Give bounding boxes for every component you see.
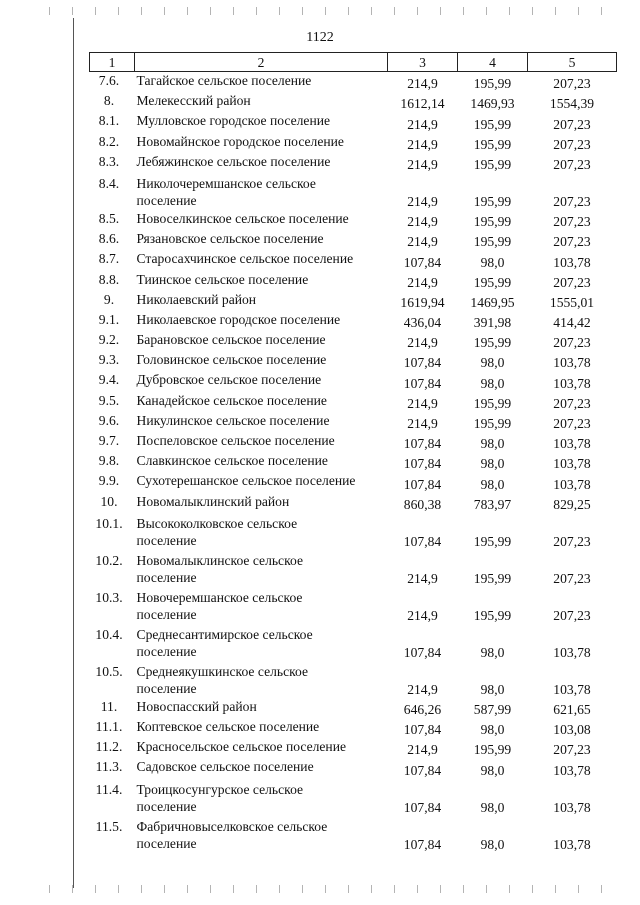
settlement-name-line: поселение <box>136 606 197 622</box>
row-number: 10.5. <box>95 663 123 679</box>
row-number: 8.4. <box>98 175 120 191</box>
value-cell-c4: 98,0 <box>480 436 505 452</box>
table-row <box>90 371 617 391</box>
value-cell-c3: 214,9 <box>407 274 438 290</box>
value-cell-c3: 436,04 <box>403 315 442 331</box>
value-cell-c5: 103,78 <box>553 799 591 815</box>
value-cell-c5: 207,23 <box>553 395 591 411</box>
value-cell-c4: 98,0 <box>480 644 505 660</box>
value-cell-c5: 103,08 <box>553 722 591 738</box>
row-number: 8.1. <box>98 113 120 129</box>
value-cell-c3: 214,9 <box>407 234 438 250</box>
value-cell-c4: 98,0 <box>480 799 505 815</box>
value-cell-c3: 646,26 <box>403 701 442 717</box>
table-body <box>90 72 617 853</box>
value-cell-c5: 207,23 <box>553 570 591 586</box>
value-cell-c4: 195,99 <box>473 156 512 172</box>
value-cell-c4: 98,0 <box>480 681 505 697</box>
settlement-name-line: поселение <box>136 835 197 851</box>
value-cell-c5: 103,78 <box>553 254 591 270</box>
settlement-name: Тагайское сельское поселение <box>136 73 312 88</box>
table-row <box>90 210 617 230</box>
value-cell-c5: 103,78 <box>553 375 591 391</box>
table-row <box>90 698 617 718</box>
row-number: 9.8. <box>98 453 120 469</box>
scan-artifact-bottom <box>40 885 620 893</box>
value-cell-c3: 107,84 <box>403 836 442 852</box>
value-cell-c5: 621,65 <box>553 701 591 717</box>
value-cell-c5: 103,78 <box>553 456 591 472</box>
value-cell-c4: 391,98 <box>473 315 512 331</box>
settlement-name-line: Среднесантимирское сельское <box>136 626 313 642</box>
table-row <box>90 779 617 816</box>
value-cell-c3: 214,9 <box>407 76 438 92</box>
value-cell-c5: 207,23 <box>553 214 591 230</box>
value-cell-c5: 207,23 <box>553 335 591 351</box>
settlement-name <box>135 661 388 698</box>
settlement-name: Новомалыклинский район <box>136 493 290 509</box>
value-cell-c5: 829,25 <box>553 496 591 512</box>
row-number: 10.3. <box>95 589 123 605</box>
row-number: 9. <box>103 291 115 307</box>
value-cell-c4: 195,99 <box>473 136 512 152</box>
row-number: 11.3. <box>95 759 123 775</box>
column-header: 2 <box>135 53 388 72</box>
column-header: 1 <box>90 53 135 72</box>
column-header: 3 <box>388 53 458 72</box>
value-cell-c3: 214,9 <box>407 193 438 209</box>
settlement-name: Коптевское сельское поселение <box>136 718 320 734</box>
value-cell-c4: 783,97 <box>473 496 512 512</box>
value-cell-c5: 1555,01 <box>549 294 595 310</box>
table-row <box>90 112 617 132</box>
column-header: 4 <box>458 53 528 72</box>
value-cell-c5: 103,78 <box>553 436 591 452</box>
settlement-name: Николаевское городское поселение <box>136 311 341 327</box>
value-cell-c4: 98,0 <box>480 722 505 738</box>
value-cell-c5: 207,23 <box>553 607 591 623</box>
table-row <box>90 92 617 112</box>
column-header: 5 <box>528 53 617 72</box>
settlement-name: Дубровское сельское поселение <box>136 372 322 388</box>
table-row <box>90 738 617 758</box>
settlement-name-line: поселение <box>136 798 197 814</box>
row-number: 7.6. <box>98 73 120 88</box>
row-number: 9.3. <box>98 352 120 368</box>
value-cell-c3: 214,9 <box>407 136 438 152</box>
settlement-name: Канадейское сельское поселение <box>136 392 327 408</box>
page-number: 1122 <box>306 30 334 45</box>
settlement-name: Тиинское сельское поселение <box>136 271 309 287</box>
value-cell-c4: 1469,93 <box>470 96 515 112</box>
settlement-name-line: поселение <box>136 643 197 659</box>
row-number: 9.1. <box>98 311 120 327</box>
value-cell-c4: 195,99 <box>473 570 512 586</box>
table-row <box>90 758 617 778</box>
value-cell-c5: 414,42 <box>553 315 591 331</box>
table-row <box>90 624 617 661</box>
settlement-name: Барановское сельское поселение <box>136 332 326 348</box>
row-number: 9.6. <box>98 412 120 428</box>
row-number: 8.3. <box>98 153 120 169</box>
row-number: 10.2. <box>95 552 123 568</box>
settlement-name <box>135 173 388 210</box>
value-cell-c4: 98,0 <box>480 456 505 472</box>
row-number: 8.2. <box>98 133 120 149</box>
table-row <box>90 587 617 624</box>
row-number: 9.5. <box>98 392 120 408</box>
settlement-name: Новоспасский район <box>136 698 257 714</box>
table-row <box>90 133 617 153</box>
value-cell-c3: 107,84 <box>403 254 442 270</box>
table-row <box>90 291 617 311</box>
value-cell-c3: 214,9 <box>407 681 438 697</box>
table-row <box>90 351 617 371</box>
value-cell-c5: 103,78 <box>553 644 591 660</box>
value-cell-c4: 195,99 <box>473 742 512 758</box>
row-number: 9.7. <box>98 433 120 448</box>
value-cell-c4: 98,0 <box>480 476 505 492</box>
value-cell-c4: 195,99 <box>473 116 512 132</box>
settlement-name: Николаевский район <box>136 291 257 307</box>
margin-rule <box>73 18 74 888</box>
row-number: 10.1. <box>95 515 123 531</box>
settlement-name-line: Новочеремшанское сельское <box>136 589 303 605</box>
value-cell-c5: 207,23 <box>553 193 591 209</box>
settlement-name: Никулинское сельское поселение <box>136 412 330 428</box>
settlement-name-line: Среднеякушкинское сельское <box>136 663 309 679</box>
value-cell-c3: 214,9 <box>407 742 438 758</box>
value-cell-c3: 107,84 <box>403 533 442 549</box>
row-number: 11.2. <box>95 739 123 755</box>
value-cell-c5: 207,23 <box>553 742 591 758</box>
value-cell-c5: 1554,39 <box>549 96 595 112</box>
value-cell-c3: 107,84 <box>403 456 442 472</box>
settlement-name <box>135 779 388 816</box>
value-cell-c3: 107,84 <box>403 355 442 371</box>
settlement-name: Головинское сельское поселение <box>136 352 327 368</box>
table-row <box>90 331 617 351</box>
table-row <box>90 250 617 270</box>
settlement-name: Лебяжинское сельское поселение <box>136 153 331 169</box>
value-cell-c3: 107,84 <box>403 476 442 492</box>
row-number: 9.9. <box>98 473 120 489</box>
settlement-name-line: Троицкосунгурское сельское <box>136 781 304 797</box>
value-cell-c3: 214,9 <box>407 570 438 586</box>
scan-artifact-top <box>40 7 620 15</box>
settlement-name: Мулловское городское поселение <box>136 113 331 129</box>
row-number: 11.1. <box>95 718 123 734</box>
value-cell-c4: 195,99 <box>473 533 512 549</box>
value-cell-c5: 207,23 <box>553 274 591 290</box>
row-number: 9.2. <box>98 332 120 348</box>
settlement-name-line: поселение <box>136 569 197 585</box>
value-cell-c4: 195,99 <box>473 607 512 623</box>
table-header-row <box>90 53 617 72</box>
value-cell-c3: 107,84 <box>403 762 442 778</box>
table-row <box>90 718 617 738</box>
value-cell-c3: 214,9 <box>407 335 438 351</box>
value-cell-c3: 107,84 <box>403 644 442 660</box>
row-number: 8.6. <box>98 231 120 247</box>
value-cell-c3: 107,84 <box>403 799 442 815</box>
table-row <box>90 661 617 698</box>
row-number: 8.5. <box>98 210 120 226</box>
settlement-name-line: Фабричновыселковское сельское <box>136 818 328 834</box>
table-row <box>90 230 617 250</box>
value-cell-c4: 587,99 <box>473 701 512 717</box>
value-cell-c4: 98,0 <box>480 762 505 778</box>
value-cell-c3: 214,9 <box>407 395 438 411</box>
value-cell-c3: 1612,14 <box>400 96 445 112</box>
table-row <box>90 513 617 550</box>
settlement-name: Садовское сельское поселение <box>136 759 314 775</box>
value-cell-c3: 214,9 <box>407 607 438 623</box>
settlement-name <box>135 816 388 853</box>
row-number: 11.4. <box>95 781 123 797</box>
row-number: 11.5. <box>95 818 123 834</box>
value-cell-c4: 195,99 <box>473 335 512 351</box>
value-cell-c3: 107,84 <box>403 375 442 391</box>
table-row <box>90 392 617 412</box>
table-row <box>90 412 617 432</box>
value-cell-c3: 214,9 <box>407 214 438 230</box>
value-cell-c5: 103,78 <box>553 476 591 492</box>
table-row <box>90 271 617 291</box>
value-cell-c3: 107,84 <box>403 722 442 738</box>
row-number: 8. <box>103 93 115 109</box>
value-cell-c5: 207,23 <box>553 156 591 172</box>
value-cell-c3: 107,84 <box>403 436 442 452</box>
table-row <box>90 472 617 492</box>
settlement-name: Сухотерешанское сельское поселение <box>136 473 356 489</box>
settlement-name <box>135 624 388 661</box>
value-cell-c3: 214,9 <box>407 116 438 132</box>
table-row <box>90 72 617 93</box>
value-cell-c5: 103,78 <box>553 762 591 778</box>
allocation-table <box>89 52 617 853</box>
table-row <box>90 153 617 173</box>
value-cell-c3: 1619,94 <box>400 294 445 310</box>
table-row <box>90 493 617 513</box>
row-number: 8.8. <box>98 271 120 287</box>
value-cell-c4: 98,0 <box>480 355 505 371</box>
settlement-name: Новомайнское городское поселение <box>136 133 344 149</box>
value-cell-c5: 207,23 <box>553 76 591 92</box>
settlement-name-line: поселение <box>136 680 197 696</box>
settlement-name: Мелекесский район <box>136 93 251 109</box>
value-cell-c5: 103,78 <box>553 355 591 371</box>
value-cell-c4: 195,99 <box>473 214 512 230</box>
value-cell-c5: 207,23 <box>553 416 591 431</box>
value-cell-c4: 195,99 <box>473 395 512 411</box>
settlement-name-line: Николочеремшанское сельское <box>136 175 316 191</box>
value-cell-c4: 98,0 <box>480 375 505 391</box>
value-cell-c5: 103,78 <box>553 836 591 852</box>
value-cell-c5: 207,23 <box>553 234 591 250</box>
table-row <box>90 311 617 331</box>
value-cell-c4: 195,99 <box>473 274 512 290</box>
settlement-name: Поспеловское сельское поселение <box>136 433 335 448</box>
value-cell-c4: 195,99 <box>473 193 512 209</box>
row-number: 9.4. <box>98 372 120 388</box>
value-cell-c5: 207,23 <box>553 136 591 152</box>
table-row <box>90 173 617 210</box>
row-number: 11. <box>100 698 118 714</box>
value-cell-c4: 1469,95 <box>470 294 515 310</box>
settlement-name: Новоселкинское сельское поселение <box>136 210 349 226</box>
row-number: 8.7. <box>98 251 120 267</box>
settlement-name <box>135 550 388 587</box>
table-row <box>90 452 617 472</box>
settlement-name-line: поселение <box>136 532 197 548</box>
table-row <box>90 550 617 587</box>
settlement-name: Старосахчинское сельское поселение <box>136 251 354 267</box>
value-cell-c3: 860,38 <box>403 496 442 512</box>
row-number: 10.4. <box>95 626 123 642</box>
value-cell-c4: 195,99 <box>473 234 512 250</box>
value-cell-c5: 207,23 <box>553 533 591 549</box>
value-cell-c4: 98,0 <box>480 254 505 270</box>
value-cell-c5: 207,23 <box>553 116 591 132</box>
settlement-name-line: поселение <box>136 192 197 208</box>
table-row <box>90 432 617 452</box>
settlement-name-line: Новомалыклинское сельское <box>136 552 303 568</box>
value-cell-c4: 195,99 <box>473 416 512 431</box>
value-cell-c5: 103,78 <box>553 681 591 697</box>
settlement-name: Славкинское сельское поселение <box>136 453 328 469</box>
settlement-name: Красносельское сельское поселение <box>136 739 347 755</box>
value-cell-c3: 214,9 <box>407 416 438 431</box>
row-number: 10. <box>100 493 118 509</box>
settlement-name <box>135 513 388 550</box>
value-cell-c4: 98,0 <box>480 836 505 852</box>
settlement-name: Рязановское сельское поселение <box>136 231 324 247</box>
table-row <box>90 816 617 853</box>
value-cell-c4: 195,99 <box>473 76 512 92</box>
value-cell-c3: 214,9 <box>407 156 438 172</box>
settlement-name-line: Высококолковское сельское <box>136 515 298 531</box>
settlement-name <box>135 587 388 624</box>
